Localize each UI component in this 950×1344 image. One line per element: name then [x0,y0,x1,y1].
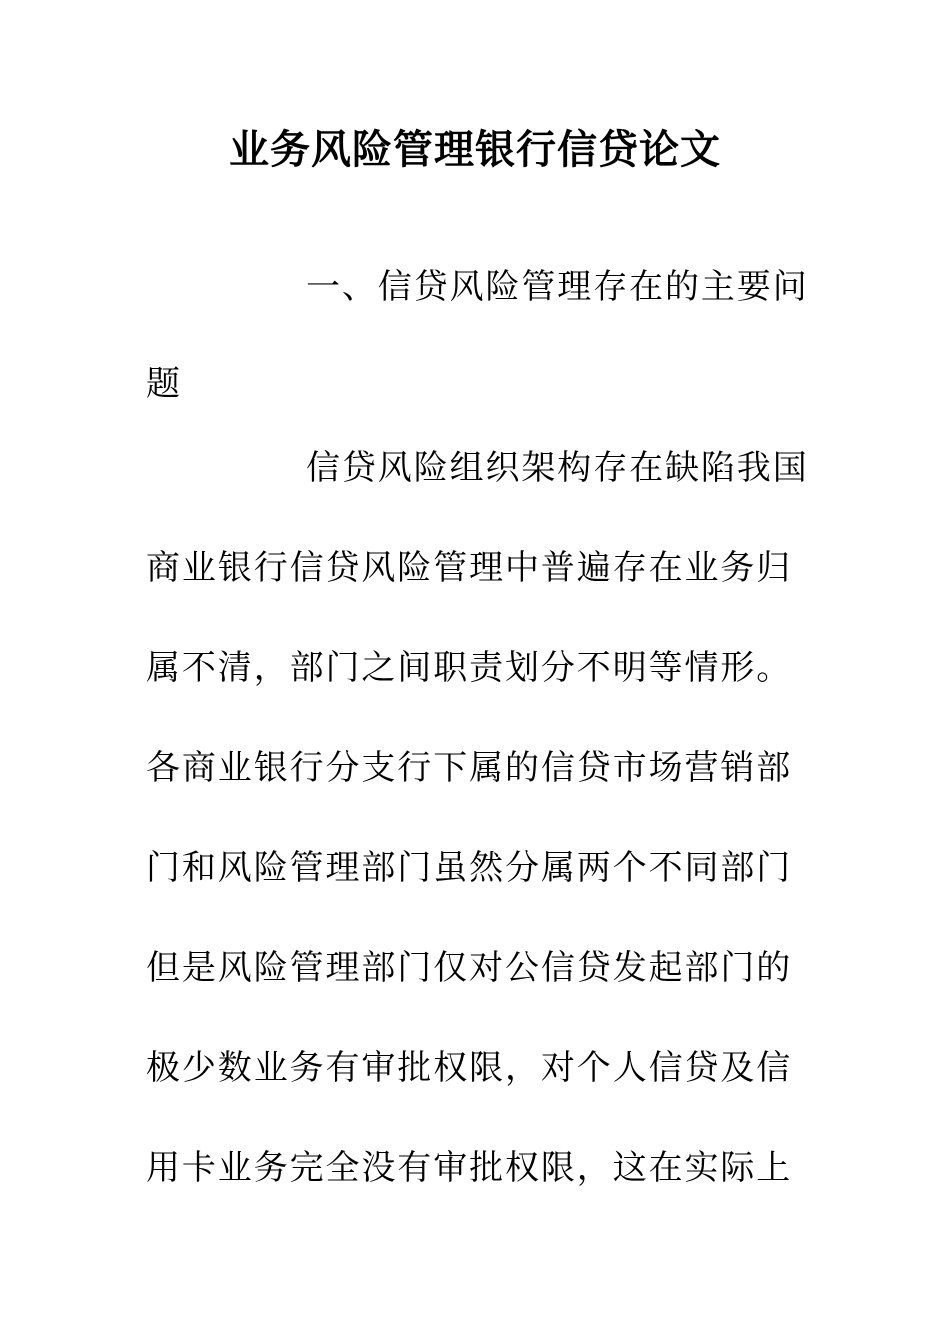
paragraph-line-5: 门和风险管理部门虽然分属两个不同部门 [146,848,793,888]
paragraph-line-1: 信贷风险组织架构存在缺陷我国 [306,448,809,488]
section-heading-line-1: 一、信贷风险管理存在的主要问 [306,267,809,307]
paragraph-line-2: 商业银行信贷风险管理中普遍存在业务归 [146,548,793,588]
paragraph-line-4: 各商业银行分支行下属的信贷市场营销部 [146,748,793,788]
document-title: 业务风险管理银行信贷论文 [229,126,721,173]
paragraph-line-8: 用卡业务完全没有审批权限，这在实际上 [146,1148,793,1188]
paragraph-line-7: 极少数业务有审批权限，对个人信贷及信 [146,1048,793,1088]
section-heading-line-2: 题 [146,364,182,404]
paragraph-line-3: 属不清，部门之间职责划分不明等情形。 [146,648,793,688]
paragraph-line-6: 但是风险管理部门仅对公信贷发起部门的 [146,948,793,988]
